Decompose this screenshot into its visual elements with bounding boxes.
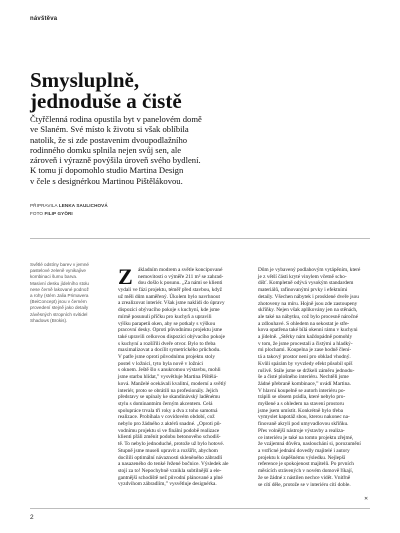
credit-photo-label: FOTO xyxy=(30,210,44,216)
page-number: 2 xyxy=(30,514,34,521)
body-line: projektu k úspěšnému výsledku. Nejlepší xyxy=(258,454,346,461)
body-line: kova opatřena také bílá okenní rámu v kuchyni xyxy=(258,327,358,334)
body-line: s kuchyní a rozšířili dveře otvor. Bylo to třeba xyxy=(118,340,216,347)
body-line: v tom, že jsme procestali a čistými a hladký- xyxy=(258,340,353,347)
body-column-1 xyxy=(138,267,246,287)
body-line: s oknem. Ještě šlo s anukromou výstavbu, mohli xyxy=(118,367,221,374)
body-line: reference je spokojenost majitelů. Po prvních xyxy=(258,461,354,468)
end-mark-icon: ✕ xyxy=(364,496,369,502)
credit-author-label: PŘIPRAVILA xyxy=(30,203,58,208)
lead-line: rodinného domku splnila nejen svůj sen, ale xyxy=(30,144,182,155)
body-line: rušivě. Stále jsme se držkeli záměru jednodu- xyxy=(258,367,355,374)
body-line: Dům je vybavený podlahovým vytápěním, které xyxy=(258,267,361,273)
body-line: dou došlo k posunu. „Za námi se klienti xyxy=(138,280,223,287)
caption-line: kombinaci šumu barva. xyxy=(30,274,78,280)
divider-top xyxy=(30,238,370,239)
body-line: vyzdvihom zábradlím,” vysvětluje designérka. xyxy=(118,481,217,488)
body-line: žádné přebraně kombinace,” uvádí Martina. xyxy=(258,380,351,387)
body-line: interiér, proto se obrátili na profesionály. Jejich xyxy=(118,387,219,394)
body-line: je z větší části kryté vinylem včetně scho- xyxy=(258,273,347,280)
body-line: finovaně akryli pod umyvadlovou skříňku. xyxy=(258,421,349,428)
body-line: že vzájemná důvěra, naslouchání si, porozumění xyxy=(258,441,361,448)
body-line: ce interiéru je také na tomto projektu zřejmé, xyxy=(258,434,354,441)
body-line: vymyslet kapotáž sbou, kterou nakonec na- xyxy=(258,414,350,421)
article-lead xyxy=(30,114,265,186)
body-line: Stupně jsme museli upravit a rozšířit, abychom xyxy=(118,447,218,454)
body-line: jsme jsem umístit. Konkrétně bylo třeba xyxy=(258,407,344,414)
caption-line: závěsných stropních svítidel xyxy=(30,311,88,317)
section-label: návštěva xyxy=(30,16,58,22)
body-line: realizace. Probíhala v covidovém období, což xyxy=(118,414,215,421)
body-line: se cítí děle, protože se v interiéru cítí doble. xyxy=(258,481,351,488)
caption-line: Světlé odstíny barev v jemné xyxy=(30,262,89,267)
body-line: Přes volnější nástroje výstavby a realiza- xyxy=(258,427,345,434)
body-line: vydali ve fázi projektu, téměř před stavbou, když xyxy=(118,287,222,293)
body-line: postel v ložnici, tyto byla nově v ložnici xyxy=(118,360,204,367)
body-line: skříňky. Nejen však aplikovány jen na stěnách, xyxy=(258,307,358,314)
credit-author-name: LENKA SAULICHOVÁ xyxy=(58,203,108,208)
body-line: trápili se obsem prádla, které nebylo pro- xyxy=(258,394,346,401)
caption-line: provedení stejně jako detaily xyxy=(30,305,89,311)
body-line: už měli dům naměřený. Úkolem bylo navrhnout xyxy=(118,293,220,300)
body-column-1-continued xyxy=(118,287,246,488)
body-line: že se žádné z nástilen nechce vidět. Vnitřně xyxy=(258,474,351,481)
body-line: docílili optimální návaznosti skleněného zábradlí xyxy=(118,454,223,461)
body-line: klienti přáli změnit podobu betonového schodiš- xyxy=(118,434,221,441)
body-line: stojí za to! Nepochybně vznikla subtilnější a ele- xyxy=(118,467,222,474)
lead-line: ve Slaném. Své místo k životu si však oblíbila xyxy=(30,124,189,135)
headline-line: Smysluplně, xyxy=(30,68,140,92)
credit-photo-name: FILIP GYÖRI xyxy=(44,210,73,216)
body-line: zhotoveny na míru. Hojně jsou zde zastoupeny xyxy=(258,300,358,307)
caption-line: pastelové zeleně vynikajíve xyxy=(30,268,86,274)
body-line: dispozici obývacího pokoje s kuchyní, kde jsme xyxy=(118,307,220,314)
body-line: představy se upínaly ke skandinávský laděnému xyxy=(118,394,220,401)
body-line: a zrealizovat interiér. Však jsme naklidi do úpravy xyxy=(118,300,225,307)
body-line: a vstřícné jednání dovedly majitelé i autory xyxy=(258,447,350,454)
body-line: nebylo pro žádného z aktérů snadné. „Oproti pů- xyxy=(118,421,222,428)
body-line: V hlavní koupelně se autorh interiéru po- xyxy=(258,387,346,394)
caption-line: nese černě lakované podnož xyxy=(30,286,89,292)
caption-line: (BeiConcept) jsou v černém xyxy=(30,299,87,305)
body-line: V patře jsme oproti původnímu projektu stoly xyxy=(118,354,216,361)
body-line: ale také na nábytku, což bylo procesně náročné xyxy=(258,313,359,320)
body-column-2 xyxy=(258,267,370,488)
body-line: mi plochami. Koupelna je zase hodně člení- xyxy=(258,347,352,354)
body-line: výšku parapetů oken, aby se potkaly s výškou xyxy=(118,320,216,327)
body-line: také upravili celkovou dispozici obývacího pokoje xyxy=(118,333,225,340)
body-line: Kvůli spárám by vyvzledy efekt působil spíš xyxy=(258,360,353,367)
headline-line: jednoduše a čistě xyxy=(30,89,182,113)
credit-author xyxy=(30,202,108,210)
lead-line: Čtyřčlenná rodina opustila byt v panelovém domě xyxy=(30,114,202,124)
article-headline xyxy=(30,70,290,112)
body-line: spolupráce trvala tři roky a dva z toho samotná xyxy=(118,407,218,414)
lead-line: v čele s designérkou Martinou Pištělákovou. xyxy=(30,175,183,186)
body-line: stylu s dominantním černým akcentem. Celá xyxy=(118,400,213,407)
body-line: gantnější schodiště než původní plánované a plné xyxy=(118,474,223,481)
body-line: nemovitosti o výměře 211 m² se zahrad- xyxy=(138,273,224,280)
lead-line: zároveň i výrazně povýšila úroveň svého bydlení. xyxy=(30,155,201,166)
credit-photo xyxy=(30,210,108,218)
body-line: mírně posunuli příčku pro kuchyň a upravili xyxy=(118,313,212,320)
body-line: myšlené a s ohledem na stavení prostoru xyxy=(258,401,344,408)
body-line: jsme starbu hlídat,” vysvětluje Martina Pištělá- xyxy=(118,374,218,381)
body-line: a zdlouhavé. S ohledem na sekostat je stře- xyxy=(258,320,350,327)
caption-line: Shadows (Brokis). xyxy=(30,317,68,323)
body-line: a nasazeného do tenké řežené bočnice. Výsledek ale xyxy=(118,461,229,468)
body-line: detaily. Všechen nábytek i prosklené dveře jsou xyxy=(258,293,359,300)
body-line: a jídelně. „Stěrky nám každopádně pomohly xyxy=(258,334,353,341)
body-line: tá a takový prostor není pro obklad vhodný. xyxy=(258,354,351,361)
caption-line: Masivní desku jídelního stolu xyxy=(30,280,89,286)
body-line: vodnímu projektu si ve finální podobě realizace xyxy=(118,427,220,434)
divider-bottom xyxy=(30,508,370,509)
body-line: dišť. Kompletně odývá vysokým standardem xyxy=(258,280,354,287)
body-line: měsících strávených v novém domově říkají, xyxy=(258,468,354,475)
body-line: pracovní desky. Oproti původnímu projektu jsme xyxy=(118,327,223,334)
body-line: ákladním modrem a světle koncipované xyxy=(138,267,223,273)
body-line: materiálů, rafinovanými prvky i efektními xyxy=(258,287,348,294)
body-line: ková. Manželé ocekávali kvalitní, moderní a světlý xyxy=(118,380,227,387)
drop-cap: Z xyxy=(118,264,133,289)
body-line: tě. To nebylo jednoduché, protože už bylo hotové. xyxy=(118,441,225,448)
article-credits xyxy=(30,202,108,217)
caption-line: a rohy (stém Jalia Primavera xyxy=(30,293,89,299)
body-line: še a čisté plošného interiéru. Nechtěli jsme xyxy=(258,374,349,381)
lead-line: K tomu jí dopomohlo studio Martina Design xyxy=(30,165,184,176)
photo-caption xyxy=(30,262,92,324)
lead-line: natolik, že si zde postavenim dvoupodlažního xyxy=(30,134,188,145)
body-line: maximalizovat a docílit symetrického průchodu. xyxy=(118,347,221,354)
